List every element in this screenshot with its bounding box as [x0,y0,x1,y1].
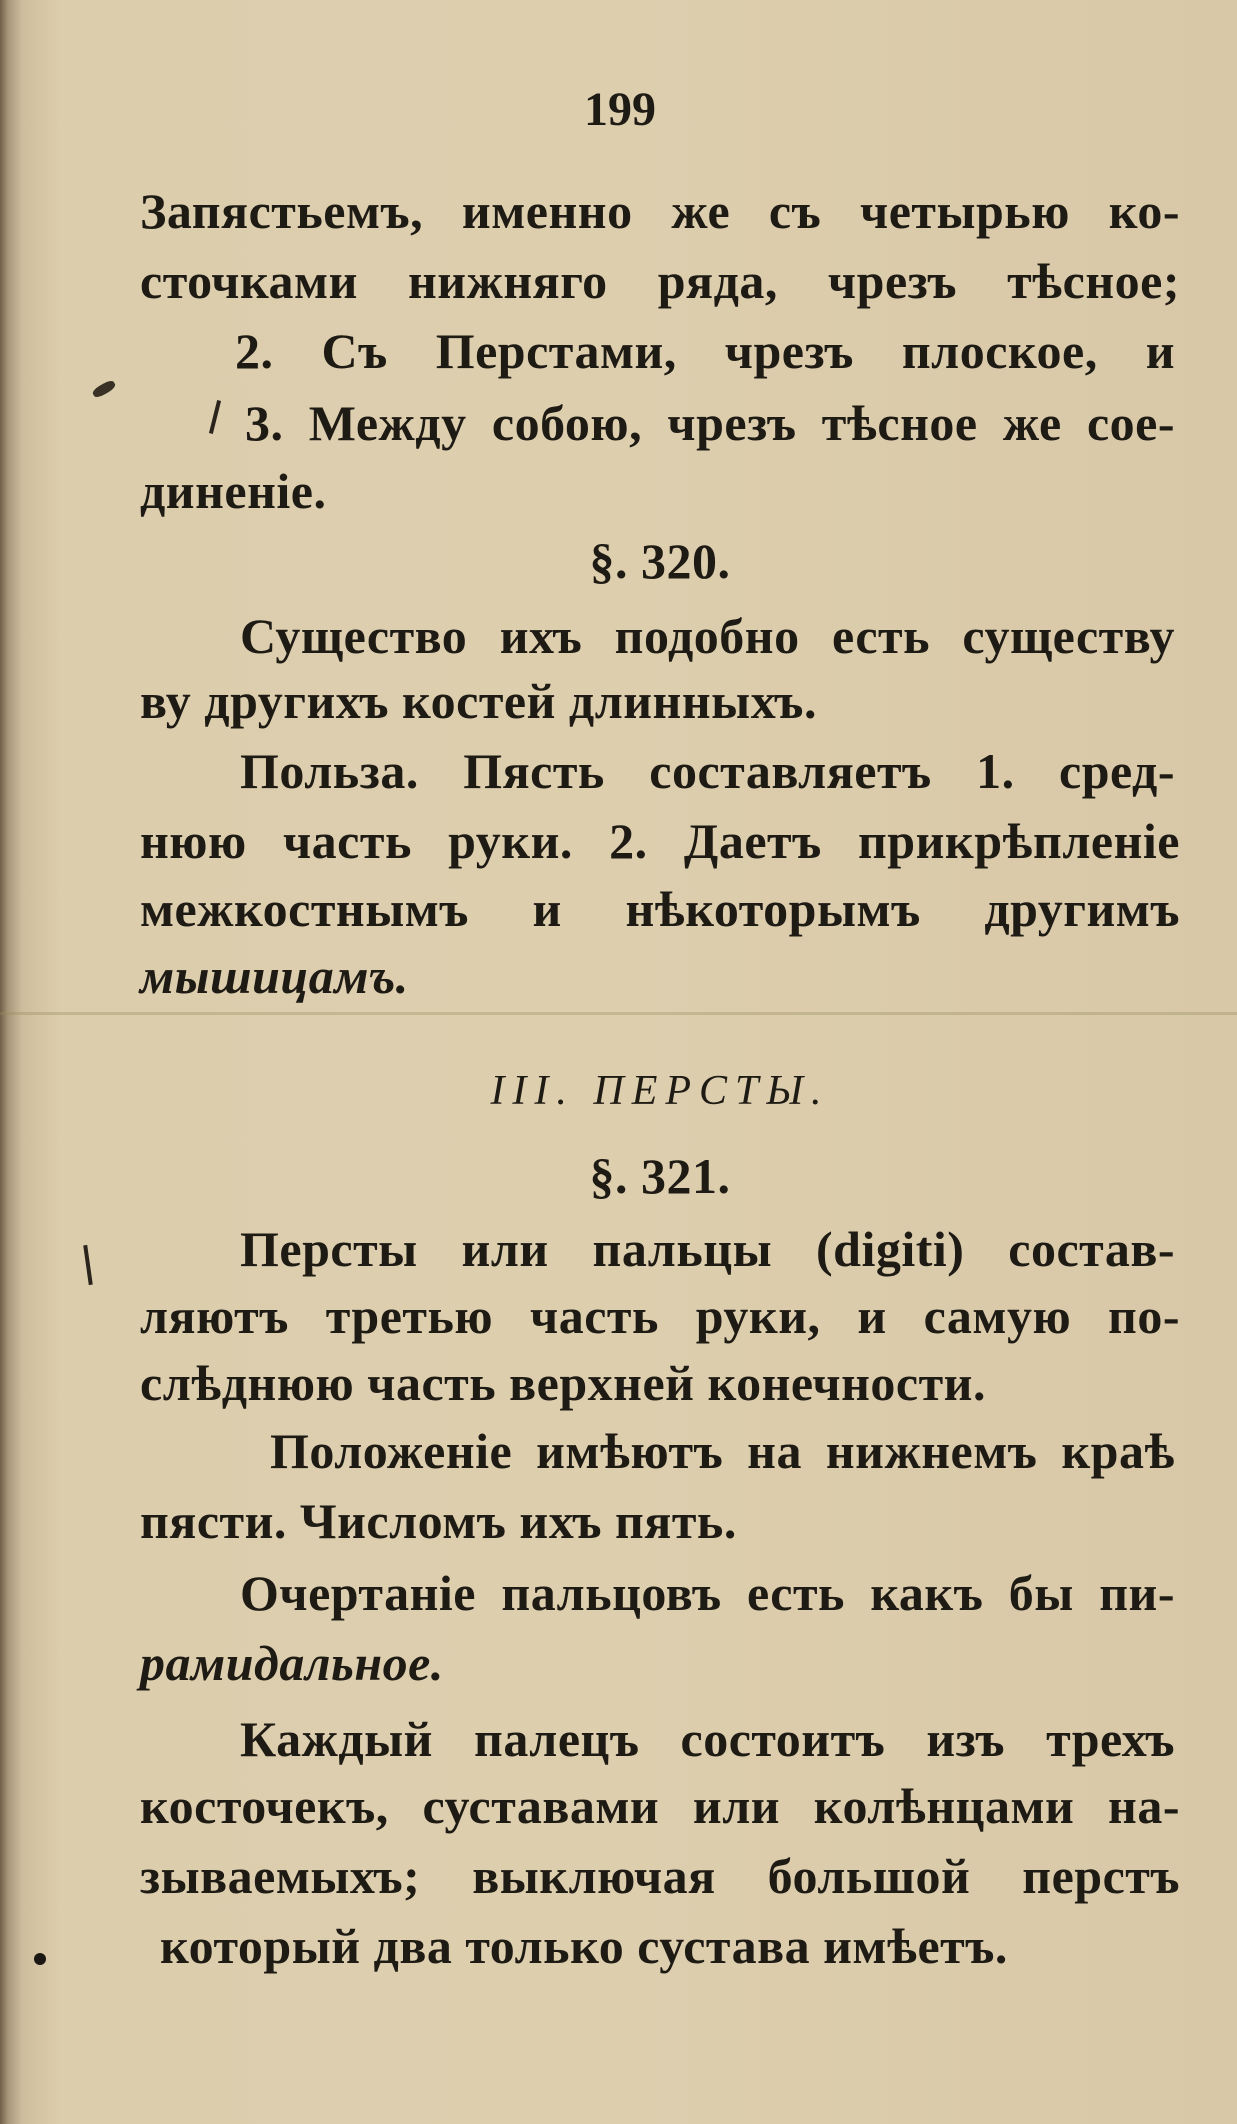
text-line: зываемыхъ; выключая большой перстъ [140,1848,1180,1904]
text-line: Персты или пальцы (digiti) состав- [240,1221,1175,1277]
text-line: пясти. Числомъ ихъ пять. [140,1493,737,1549]
section-number: §. 321. [589,1148,731,1204]
text-line: мышицамъ. [140,948,409,1004]
text-line: Очертаніе пальцовъ есть какъ бы пи- [240,1565,1175,1621]
text-line: сточками нижняго ряда, чрезъ тѣсное; [140,253,1180,309]
text-line: который два только сустава имѣетъ. [160,1918,1008,1974]
text-line: ву другихъ костей длинныхъ. [140,673,817,729]
text-line: Каждый палецъ состоитъ изъ трехъ [240,1711,1175,1767]
text-line: 2. Съ Перстами, чрезъ плоское, и [235,323,1175,379]
text-line: нюю часть руки. 2. Даетъ прикрѣпленіе [140,813,1180,869]
text-line: слѣднюю часть верхней конечности. [140,1355,986,1411]
text-line: Запястьемъ, именно же съ четырью ко- [140,183,1180,239]
paper-crease [0,1012,1237,1015]
text-line: межкостнымъ и нѣкоторымъ другимъ [140,881,1180,937]
text-line: диненіе. [140,463,327,519]
text-line: рамидальное. [140,1635,444,1691]
text-line: косточекъ, суставами или колѣнцами на- [140,1778,1180,1834]
ink-smudge [91,379,117,400]
text-line: Польза. Пясть составляетъ 1. сред- [240,743,1175,799]
ink-mark [209,400,221,434]
text-line: Положеніе имѣютъ на нижнемъ краѣ [270,1423,1175,1479]
text-line: ляютъ третью часть руки, и самую по- [140,1288,1180,1344]
text-line: Существо ихъ подобно есть существу [240,608,1175,664]
chapter-heading: III. ПЕРСТЫ. [490,1068,830,1114]
section-number: §. 320. [589,533,731,589]
ink-dot [34,1953,46,1965]
text-line: 3. Между собою, чрезъ тѣсное же сое- [245,395,1175,451]
page-number: 199 [584,83,656,136]
ink-mark [83,1245,93,1285]
